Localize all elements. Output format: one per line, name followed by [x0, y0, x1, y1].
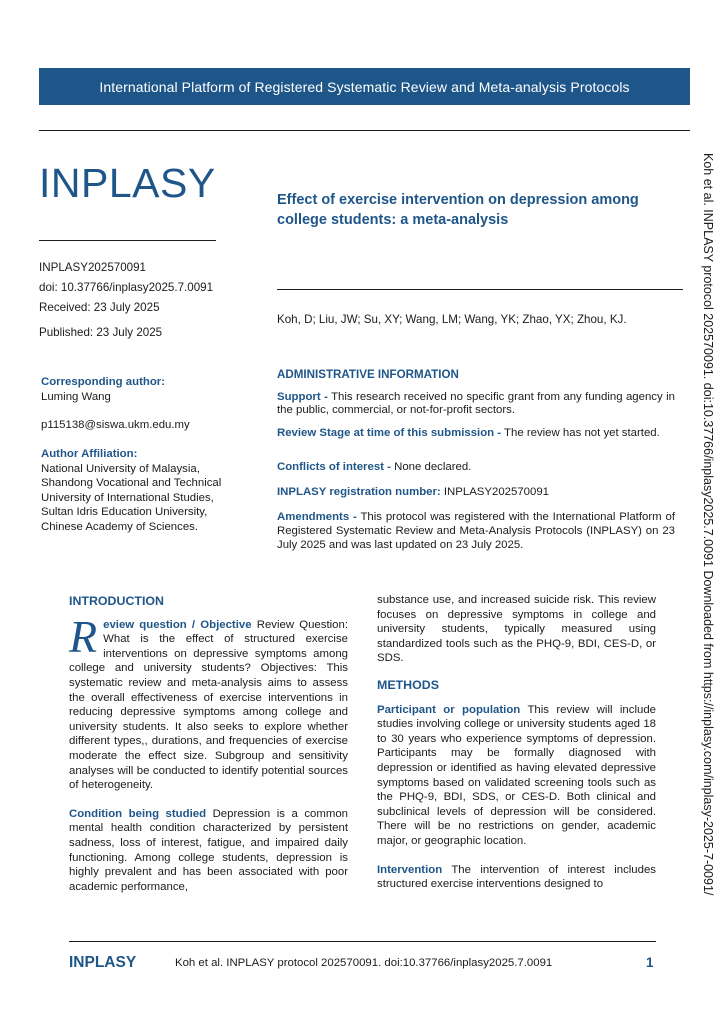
registration-number-text: INPLASY202570091 — [440, 486, 550, 498]
review-stage-text: The review has not yet started. — [501, 427, 660, 439]
support-text: This research received no specific grant from any funding agency in the public, commercial, or not-for-profit sectors. — [277, 391, 675, 416]
intervention-label: Intervention — [377, 863, 443, 876]
registration-id: INPLASY202570091 — [39, 261, 147, 274]
review-question-label: eview question / Objective — [103, 618, 252, 631]
inplasy-logo-text: INPLASY — [39, 160, 216, 206]
registration-number-label: INPLASY registration number: — [277, 486, 441, 498]
conflicts-para — [277, 461, 675, 474]
brand-rule — [39, 240, 216, 241]
population-label: Participant or population — [377, 703, 521, 716]
introduction-heading: INTRODUCTION — [69, 594, 164, 608]
footer-rule — [69, 941, 656, 942]
corresponding-author-name: Luming Wang — [41, 390, 111, 403]
conflicts-label: Conflicts of interest - — [277, 461, 391, 473]
doi-text: doi: 10.37766/inplasy2025.7.0091 — [39, 281, 214, 294]
condition-text: Depression is a common mental health condition characterized by persistent sadness, loss of interest, fatigue, and impaired daily functioning. Among college students, depression is highly prevalent and has been associated with poor academic performance, — [69, 807, 349, 893]
review-question-text: Review Question: What is the effect of structured exercise interventions on depressive symptoms among college and university students? Objectives: This systematic review and meta-analysis aims to assess the overall effectiveness of exercise interventions in reducing depressive symptoms among college and university students. It also seeks to explore whether different types,, durations, and frequencies of exercise moderate the effect size. Subgroup and sensitivity analyses will be conducted to identify potential sources of heterogeneity. — [69, 618, 348, 792]
methods-heading: METHODS — [377, 677, 439, 692]
affiliation-label: Author Affiliation: — [41, 448, 138, 460]
condition-continued-text: substance use, and increased suicide risk. This review focuses on depressive symptoms in college and university students, typically measured using standardized tools such as the PHQ-9, BDI, CES-D, or SDS. — [377, 594, 656, 665]
admin-heading: ADMINISTRATIVE INFORMATION — [277, 368, 459, 381]
title-rule — [277, 289, 683, 290]
affiliation-block — [41, 447, 241, 534]
support-label: Support - — [277, 391, 328, 403]
condition-label: Condition being studied — [69, 807, 207, 820]
dropcap-letter: R — [69, 610, 98, 662]
paper-title: Effect of exercise intervention on depression among college students: a meta-analysis — [277, 192, 639, 228]
review-stage-label: Review Stage at time of this submission - — [277, 427, 502, 439]
corresponding-email[interactable]: p115138@siswa.ukm.edu.my — [41, 419, 190, 431]
support-para — [277, 391, 675, 417]
amendments-text: This protocol was registered with the International Platform of Registered Systematic Review and Meta-Analysis Protocols (INPLASY) on 23 July 2025 and was last updated on 23 July 2025. — [277, 511, 675, 551]
side-citation[interactable]: Koh et al. INPLASY protocol 202570091. doi:10.37766/inplasy2025.7.0091 Downloaded from https://inplasy.com/inplasy-2025-7-0091/ — [701, 153, 715, 896]
conflicts-text: None declared. — [390, 461, 472, 473]
footer-brand: INPLASY — [69, 954, 137, 971]
published-date: Published: 23 July 2025 — [39, 326, 163, 339]
left-column — [69, 594, 348, 908]
right-column — [377, 593, 656, 906]
page-number: 1 — [646, 955, 654, 970]
amendments-para — [277, 510, 675, 552]
affiliation-text: National University of Malaysia, Shandong Vocational and Technical University of International Studies, Sultan Idris Education University, Chinese Academy of Sciences. — [41, 462, 222, 533]
registration-number-para — [277, 486, 675, 499]
corresponding-author-label: Corresponding author: — [41, 376, 166, 388]
intervention-text: The intervention of interest includes structured exercise interventions designed to — [377, 863, 656, 891]
journal-banner: International Platform of Registered Systematic Review and Meta-analysis Protocols — [39, 68, 690, 105]
population-text: This review will include studies involving college or university students aged 18 to 30 years who experience symptoms of depression. Participants may be formally diagnosed with depression or identified as having elevated depressive symptoms based on validated screening tools such as the PHQ-9, BDI, SDS, or CES-D. Both clinical and subclinical levels of depression will be considered. There will be no restrictions on gender, academic major, or geographic location. — [377, 703, 656, 847]
amendments-label: Amendments - — [277, 511, 357, 523]
header-rule — [39, 130, 690, 131]
review-stage-para — [277, 427, 675, 440]
author-list: Koh, D; Liu, JW; Su, XY; Wang, LM; Wang, YK; Zhao, YX; Zhou, KJ. — [277, 313, 627, 326]
received-date: Received: 23 July 2025 — [39, 301, 160, 314]
corresponding-author-block — [41, 375, 241, 404]
footer-citation: Koh et al. INPLASY protocol 202570091. doi:10.37766/inplasy2025.7.0091 — [175, 957, 553, 969]
